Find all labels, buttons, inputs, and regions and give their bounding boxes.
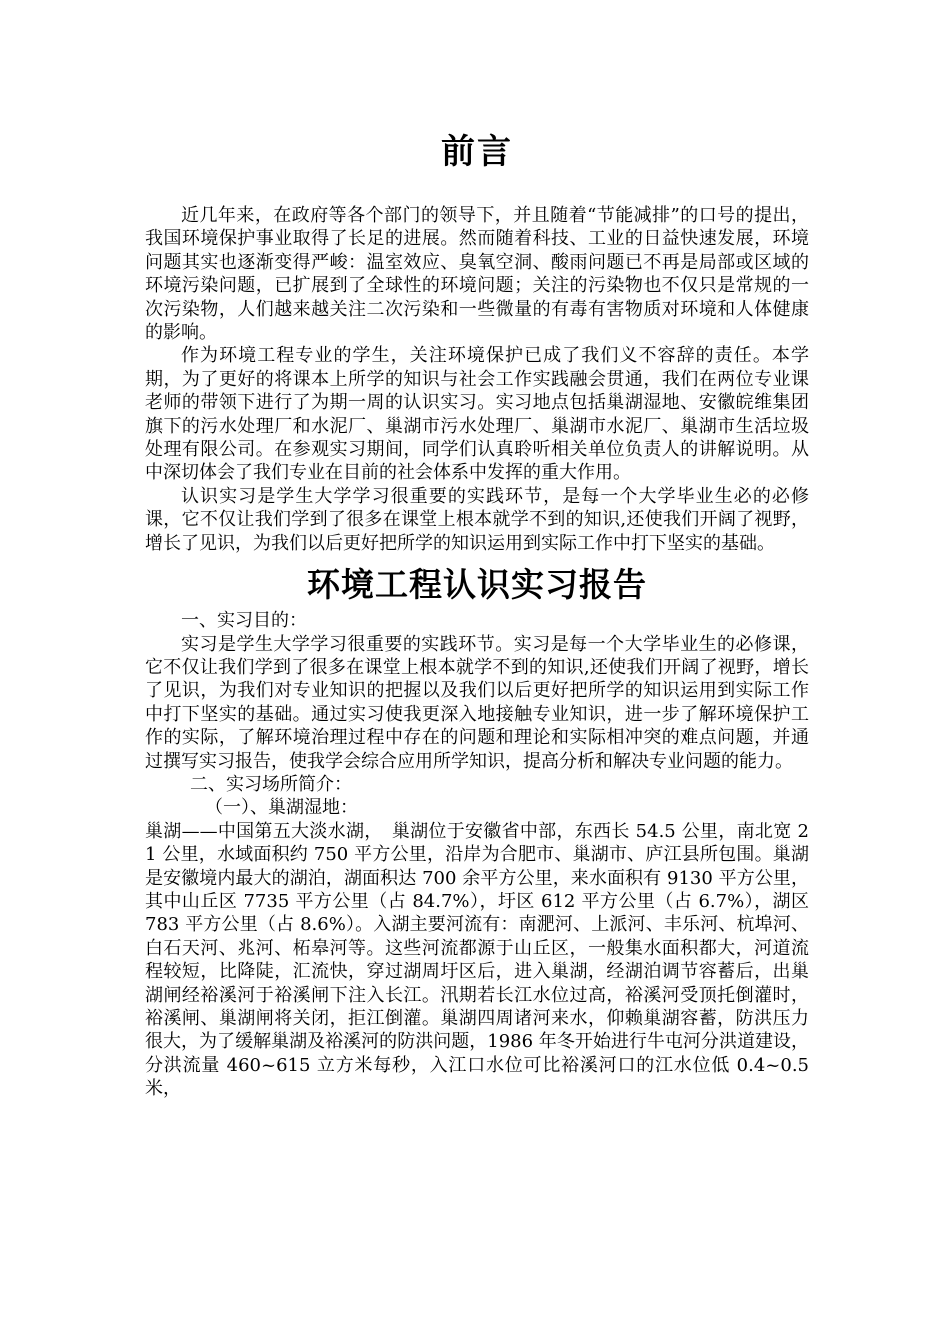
preface-paragraph-3: 认识实习是学生大学学习很重要的实践环节，是每一个大学毕业生必的必修课，它不仅让我们学到了很多在课堂上根本就学不到的知识,还使我们开阔了视野，增长了见识，为我们以后更好把所学的知识运用到实际工作中打下坚实的基础。 [145, 485, 809, 554]
report-title: 环境工程认识实习报告 [307, 565, 647, 605]
subsection-heading-chaohu-wetland: （一）、巢湖湿地： [205, 797, 358, 819]
document-body [145, 126, 809, 1101]
preface-paragraph-2: 作为环境工程专业的学生，关注环境保护已成了我们义不容辞的责任。本学期，为了更好的将课本上所学的知识与社会工作实践融会贯通，我们在两位专业课老师的带领下进行了为期一周的认识实习。实习地点包括巢湖湿地、安徽皖维集团旗下的污水处理厂和水泥厂、巢湖市污水处理厂、巢湖市水泥厂、巢湖市生活垃圾处理有限公司。在参观实习期间，同学们认真聆听相关单位负责人的讲解说明。从中深切体会了我们专业在目前的社会体系中发挥的重大作用。 [145, 345, 809, 484]
section-heading-sites: 二、实习场所简介： [190, 773, 352, 795]
chaohu-wetland-paragraph: 巢湖——中国第五大淡水湖， 巢湖位于安徽省中部，东西长 54.5 公里，南北宽 21 公里，水域面积约 750 平方公里，沿岸为合肥市、巢湖市、庐江县所包围。巢湖是安徽境内最大的湖泊，湖面积达 700 余平方公里，来水面积有 9130 平方公里，其中山丘区 7735 平方公里（占 84.7%），圩区 612 平方公里（占 6.7%），湖区 783 平方公里（占 8.6%）。入湖主要河流有：南淝河、上派河、丰乐河、杭埠河、白石天河、兆河、柘皋河等。这些河流都源于山丘区，一般集水面积都大，河道流程较短，比降陡，汇流快，穿过湖周圩区后，进入巢湖，经湖泊调节容蓄后，出巢湖闸经裕溪河于裕溪闸下注入长江。汛期若长江水位过高，裕溪河受顶托倒灌时，裕溪闸、巢湖闸将关闭，拒江倒灌。巢湖四周诸河来水，仰赖巢湖容蓄，防洪压力很大，为了缓解巢湖及裕溪河的防洪问题，1986 年冬开始进行牛屯河分洪道建设，分洪流量 460~615 立方米每秒，入江口水位可比裕溪河口的江水位低 0.4~0.5 米， [145, 820, 809, 1100]
preface-paragraph-1: 近几年来，在政府等各个部门的领导下，并且随着“节能减排”的口号的提出，我国环境保护事业取得了长足的进展。然而随着科技、工业的日益快速发展，环境问题其实也逐渐变得严峻：温室效应、臭氧空洞、酸雨问题已不再是局部或区域的环境污染问题，已扩展到了全球性的环境问题；关注的污染物也不仅只是常规的一次污染物，人们越来越关注二次污染和一些微量的有毒有害物质对环境和人体健康的影响。 [145, 205, 809, 344]
preface-title: 前言 [441, 132, 513, 172]
section-purpose-paragraph: 实习是学生大学学习很重要的实践环节。实习是每一个大学毕业生的必修课，它不仅让我们学到了很多在课堂上根本就学不到的知识,还使我们开阔了视野，增长了见识，为我们对专业知识的把握以及我们以后更好把所学的知识运用到实际工作中打下坚实的基础。通过实习使我更深入地接触专业知识，进一步了解环境保护工作的实际，了解环境治理过程中存在的问题和理论和实际相冲突的难点问题，并通过撰写实习报告，使我学会综合应用所学知识，提高分析和解决专业问题的能力。 [145, 633, 809, 772]
section-heading-purpose: 一、实习目的： [181, 610, 307, 632]
